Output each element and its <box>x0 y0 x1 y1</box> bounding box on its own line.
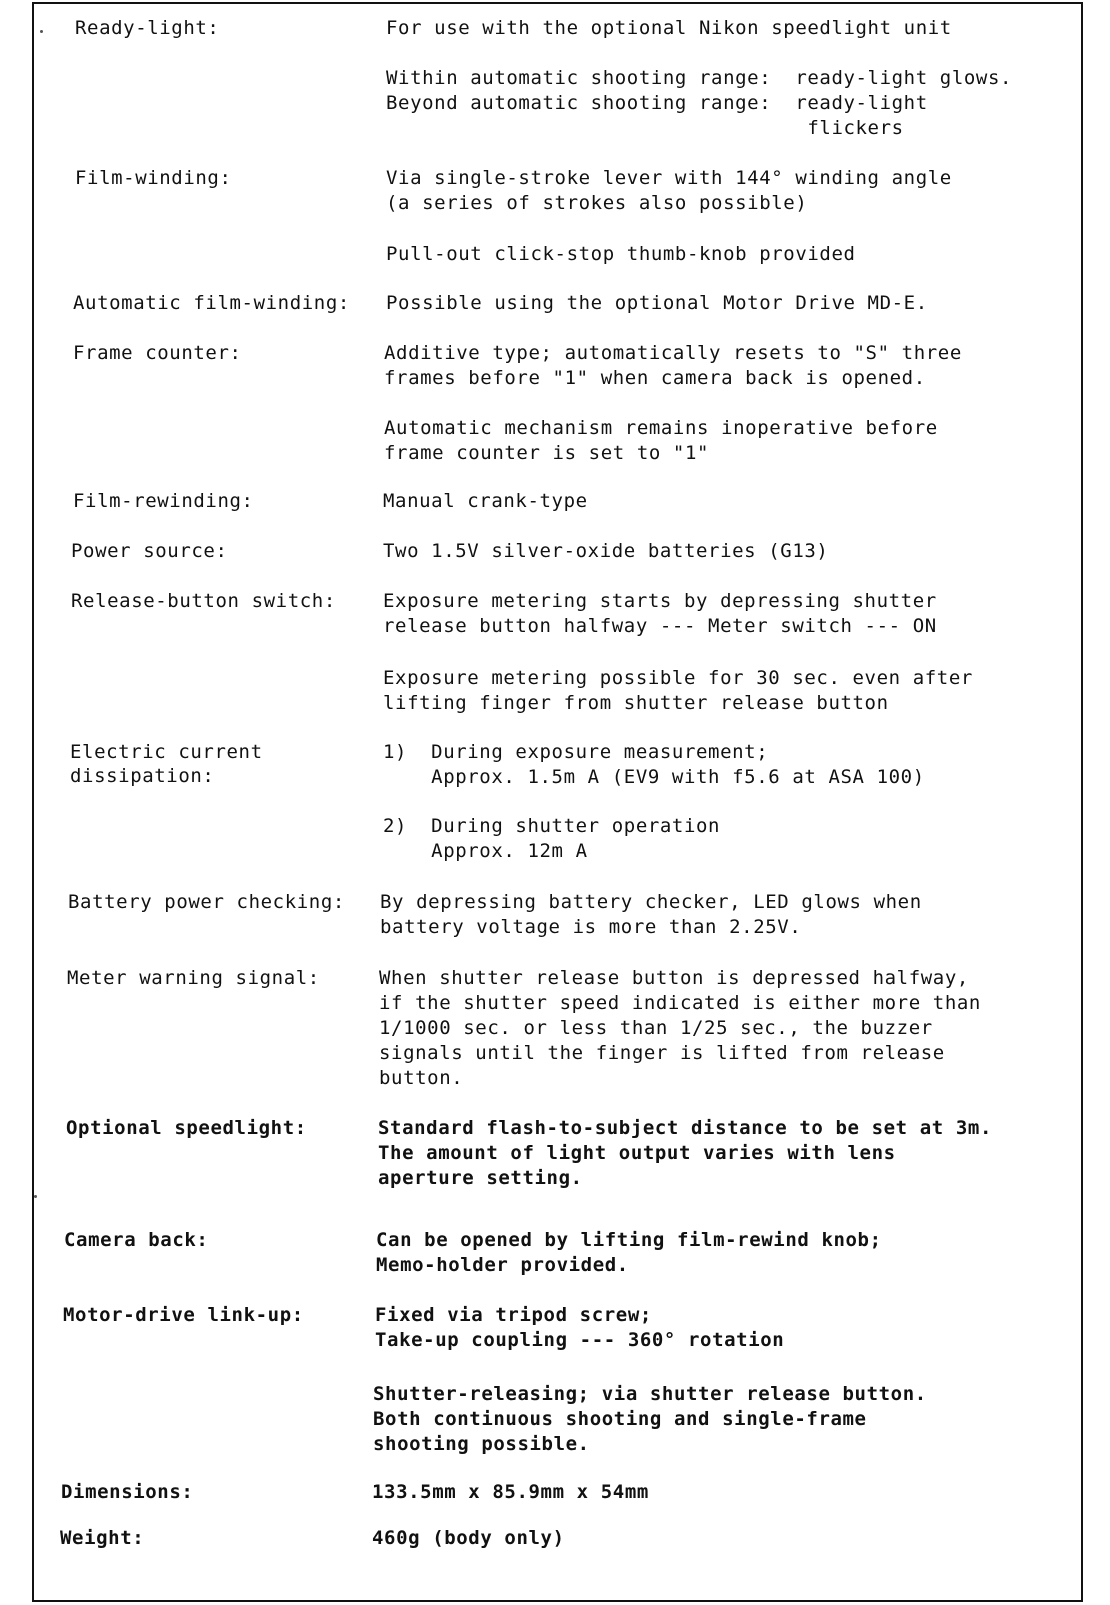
spec-value-line: if the shutter speed indicated is either more than <box>379 992 981 1014</box>
spec-value-line: Two 1.5V silver-oxide batteries (G13) <box>383 540 829 562</box>
spec-value-line: signals until the finger is lifted from release <box>379 1042 945 1064</box>
spec-label: Frame counter: <box>73 342 242 364</box>
spec-value-line: When shutter release button is depressed halfway, <box>379 967 969 989</box>
spec-label: Power source: <box>71 540 228 562</box>
scan-speck <box>34 1195 37 1198</box>
spec-label: Dimensions: <box>61 1481 194 1503</box>
spec-value-line: release button halfway --- Meter switch --- ON <box>383 615 937 637</box>
spec-value-line: Beyond automatic shooting range: ready-light <box>386 92 928 114</box>
spec-label: Optional speedlight: <box>66 1117 307 1139</box>
spec-value-line: shooting possible. <box>373 1433 590 1455</box>
spec-value-line: Automatic mechanism remains inoperative before <box>384 417 938 439</box>
spec-label: Ready-light: <box>75 17 220 39</box>
spec-value-line: For use with the optional Nikon speedlight unit <box>386 17 952 39</box>
spec-value-line: frame counter is set to "1" <box>384 442 710 464</box>
spec-label: Meter warning signal: <box>67 967 320 989</box>
spec-value-line: Both continuous shooting and single-frame <box>373 1408 867 1430</box>
spec-label: Film-rewinding: <box>73 490 254 512</box>
spec-value-line: Additive type; automatically resets to "S" three <box>384 342 962 364</box>
spec-value-line: aperture setting. <box>378 1167 583 1189</box>
spec-label: Automatic film-winding: <box>73 292 350 314</box>
spec-value-line: button. <box>379 1067 464 1089</box>
spec-value-line: By depressing battery checker, LED glows when <box>380 891 922 913</box>
spec-value-line: 2) During shutter operation <box>383 815 721 837</box>
spec-label: Release-button switch: <box>71 590 336 612</box>
spec-value-line: Exposure metering possible for 30 sec. even after <box>383 667 973 689</box>
spec-value-line: (a series of strokes also possible) <box>386 192 808 214</box>
spec-value-line: Via single-stroke lever with 144° winding angle <box>386 167 952 189</box>
spec-value-line: Fixed via tripod screw; <box>375 1304 652 1326</box>
spec-label: Film-winding: <box>75 167 232 189</box>
spec-value-line: flickers <box>386 117 904 139</box>
spec-value-line: frames before "1" when camera back is opened. <box>384 367 926 389</box>
spec-label: Electric current dissipation: <box>70 741 263 787</box>
spec-value-line: Manual crank-type <box>383 490 588 512</box>
spec-label: Battery power checking: <box>68 891 345 913</box>
spec-label: Camera back: <box>64 1229 209 1251</box>
spec-value-line: Within automatic shooting range: ready-light glows. <box>386 67 1013 89</box>
spec-value-line: battery voltage is more than 2.25V. <box>380 916 802 938</box>
spec-value-line: Approx. 1.5m A (EV9 with f5.6 at ASA 100) <box>383 766 925 788</box>
spec-value-line: Can be opened by lifting film-rewind knob; <box>376 1229 882 1251</box>
spec-value-line: Memo-holder provided. <box>376 1254 629 1276</box>
spec-label: Motor-drive link-up: <box>63 1304 304 1326</box>
spec-value-line: Shutter-releasing; via shutter release button. <box>373 1383 927 1405</box>
spec-value-line: Standard flash-to-subject distance to be set at 3m. <box>378 1117 992 1139</box>
spec-label: Weight: <box>60 1527 145 1549</box>
spec-value-line: Approx. 12m A <box>383 840 588 862</box>
spec-value-line: Possible using the optional Motor Drive MD-E. <box>386 292 928 314</box>
spec-value-line: Take-up coupling --- 360° rotation <box>375 1329 785 1351</box>
spec-value-line: The amount of light output varies with lens <box>378 1142 896 1164</box>
spec-value-line: 1) During exposure measurement; <box>383 741 769 763</box>
scan-speck <box>40 30 43 33</box>
spec-value-line: 460g (body only) <box>372 1527 565 1549</box>
spec-value-line: 1/1000 sec. or less than 1/25 sec., the buzzer <box>379 1017 933 1039</box>
spec-value-line: lifting finger from shutter release button <box>383 692 889 714</box>
spec-value-line: Exposure metering starts by depressing shutter <box>383 590 937 612</box>
spec-value-line: Pull-out click-stop thumb-knob provided <box>386 243 856 265</box>
spec-value-line: 133.5mm x 85.9mm x 54mm <box>372 1481 649 1503</box>
